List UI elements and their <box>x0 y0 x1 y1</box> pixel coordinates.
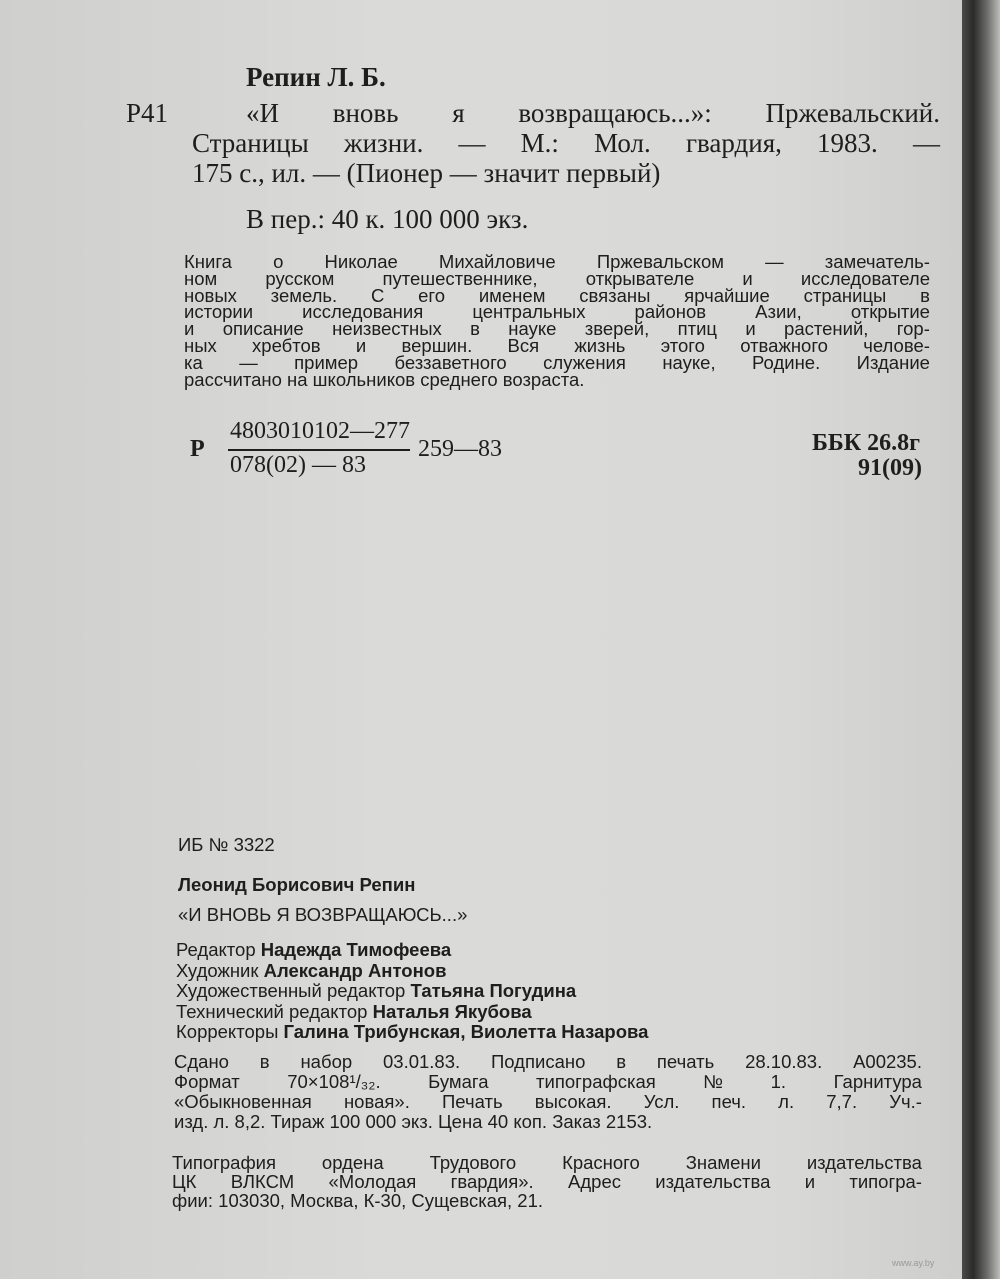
word: науке, <box>662 351 716 373</box>
title-word: Мол. <box>594 128 651 158</box>
word: типографская <box>536 1071 656 1092</box>
typography-line: фии: 103030, Москва, К-30, Сущевская, 21. <box>172 1190 544 1211</box>
title-line-2 <box>192 128 940 159</box>
word: этого <box>660 334 705 356</box>
annotation <box>184 251 930 390</box>
word: новая». <box>343 1091 410 1112</box>
credit-name: Татьяна Погудина <box>410 980 577 1001</box>
word: Бумага <box>428 1071 489 1092</box>
bbk-code: ББК 26.8г <box>812 430 921 456</box>
credit-name: Александр Антонов <box>263 959 447 981</box>
watermark: www.ay.by <box>892 1258 935 1268</box>
word: — <box>239 351 258 373</box>
word: Пржевальском <box>596 251 724 272</box>
annotation-line: рассчитано на школьников среднего возраста. <box>184 368 585 390</box>
word: Подписано <box>491 1051 586 1072</box>
word: птиц <box>677 318 717 340</box>
word: Вся <box>507 334 540 356</box>
word: издательства <box>806 1152 922 1173</box>
word: Трудового <box>429 1152 517 1173</box>
word: истории <box>184 301 254 323</box>
word: именем <box>478 284 546 306</box>
word: в <box>616 1051 627 1072</box>
title-line-3: 175 с., ил. — (Пионер — значит первый) <box>192 158 661 188</box>
word: ярчайшие <box>684 284 770 306</box>
word: издательства <box>655 1171 771 1192</box>
word: 7,7. <box>826 1091 858 1112</box>
word: 1. <box>770 1071 787 1092</box>
word: и <box>745 318 756 340</box>
word: Михайловиче <box>438 251 556 272</box>
word: Печать <box>441 1091 503 1112</box>
word: набор <box>300 1051 353 1072</box>
word: 70×108¹/₃₂. <box>287 1071 381 1092</box>
title-word: гвардия, <box>685 128 782 158</box>
credit-line <box>176 940 648 961</box>
word: Адрес <box>568 1171 621 1192</box>
word: путешественнике, <box>382 267 538 289</box>
credit-role: Корректоры <box>176 1021 279 1042</box>
classification-suffix: 259—83 <box>418 436 502 462</box>
word: ных <box>184 334 217 356</box>
word: печать <box>656 1051 715 1072</box>
word: л. <box>778 1091 795 1112</box>
word: описание <box>222 318 304 340</box>
credit-name: Наталья Якубова <box>372 1000 532 1022</box>
word: и <box>804 1171 816 1192</box>
book-spine <box>962 0 1000 1279</box>
title-word: я <box>452 98 465 128</box>
word: открывателе <box>585 267 695 289</box>
library-cipher: Р41 <box>126 98 169 128</box>
word: вершин. <box>401 334 473 356</box>
word: ном <box>184 267 218 289</box>
fraction-bar <box>228 449 410 451</box>
word: Красного <box>562 1152 640 1173</box>
credit-role: Художественный редактор <box>176 980 406 1001</box>
word: С <box>370 284 385 306</box>
print-details <box>174 1052 922 1132</box>
word: Николае <box>324 251 398 272</box>
title-line-1 <box>246 98 940 129</box>
word: исследователе <box>800 267 930 289</box>
word: беззаветного <box>394 351 507 373</box>
word: русском <box>265 267 335 289</box>
print-line <box>174 1092 922 1112</box>
word: и <box>355 334 367 356</box>
credit-name: Надежда Тимофеева <box>260 939 452 960</box>
word: 03.01.83. <box>383 1051 461 1072</box>
word: хребтов <box>252 334 321 356</box>
author-heading: Репин Л. Б. <box>246 62 386 92</box>
word: в <box>920 284 930 306</box>
credit-role: Технический редактор <box>176 1000 368 1022</box>
word: Книга <box>184 251 232 272</box>
title-word: Страницы <box>192 128 309 158</box>
word: центральных <box>472 301 586 323</box>
word: неизвестных <box>332 318 442 340</box>
credit-role: Художник <box>176 959 259 981</box>
word: — <box>765 251 784 272</box>
word: земель. <box>270 284 338 306</box>
title-word: Пржевальский. <box>765 98 940 128</box>
word: «Обыкновенная <box>174 1091 312 1112</box>
word: и <box>184 318 195 340</box>
bbk-subcode: 91(09) <box>858 455 922 481</box>
word: страницы <box>803 284 887 306</box>
word: исследования <box>302 301 424 323</box>
typography-details <box>172 1153 922 1210</box>
word: челове- <box>863 334 930 356</box>
word: районов <box>634 301 707 323</box>
word: Сдано <box>174 1051 229 1072</box>
word: Азии, <box>755 301 802 323</box>
classification-numerator: 4803010102—277 <box>230 418 410 444</box>
word: новых <box>184 284 237 306</box>
price-run: В пер.: 40 к. 100 000 экз. <box>246 204 529 234</box>
word: зверей, <box>584 318 650 340</box>
word: и <box>742 267 753 289</box>
word: Типография <box>172 1152 277 1173</box>
word: служения <box>543 351 626 373</box>
typography-line <box>172 1153 922 1172</box>
word: Знамени <box>685 1152 761 1173</box>
word: № <box>703 1071 724 1092</box>
word: Уч.- <box>889 1091 922 1112</box>
word: растений, <box>784 318 869 340</box>
word: ордена <box>321 1152 384 1173</box>
word: в <box>259 1051 270 1072</box>
word: 28.10.83. <box>745 1051 823 1072</box>
word: типогра- <box>849 1171 922 1192</box>
credit-name: Галина Трибунская, Виолетта Назарова <box>283 1021 649 1042</box>
title-word: жизни. <box>343 128 424 158</box>
title-word: вновь <box>332 98 399 128</box>
title-word: возвращаюсь...»: <box>518 98 712 128</box>
credits <box>176 940 648 1043</box>
word: жизнь <box>574 334 626 356</box>
word: ЦК <box>172 1171 197 1192</box>
title-caps: «И ВНОВЬ Я ВОЗВРАЩАЮСЬ...» <box>178 904 468 925</box>
word: о <box>273 251 284 272</box>
print-line <box>174 1072 922 1092</box>
classification-letter: Р <box>190 436 205 462</box>
word: гвардия». <box>450 1171 534 1192</box>
title-word: — <box>912 128 940 158</box>
word: пример <box>294 351 359 373</box>
print-line: изд. л. 8,2. Тираж 100 000 экз. Цена 40 коп. Заказ 2153. <box>174 1111 653 1132</box>
title-word: — <box>458 128 486 158</box>
word: науке <box>508 318 557 340</box>
author-full-name: Леонид Борисович Репин <box>178 874 416 895</box>
word: связаны <box>579 284 651 306</box>
word: гор- <box>896 318 930 340</box>
classification-denominator: 078(02) — 83 <box>230 452 366 478</box>
word: Формат <box>174 1071 240 1092</box>
word: в <box>470 318 480 340</box>
word: открытие <box>850 301 930 323</box>
word: «Молодая <box>328 1171 417 1192</box>
credit-line <box>176 1002 648 1023</box>
credit-role: Редактор <box>176 939 256 960</box>
credit-line <box>176 981 648 1002</box>
word: печ. <box>711 1091 747 1112</box>
typography-line <box>172 1172 922 1191</box>
word: отважного <box>740 334 828 356</box>
word: А00235. <box>853 1051 922 1072</box>
word: Усл. <box>643 1091 680 1112</box>
word: ка <box>184 351 203 373</box>
word: Гарнитура <box>833 1071 922 1092</box>
credit-line <box>176 1022 648 1043</box>
title-word: М.: <box>520 128 559 158</box>
word: его <box>418 284 446 306</box>
credit-line <box>176 961 648 982</box>
word: Издание <box>856 351 930 373</box>
word: высокая. <box>534 1091 612 1112</box>
word: замечатель- <box>824 251 930 272</box>
title-word: «И <box>246 98 279 128</box>
ib-number: ИБ № 3322 <box>178 834 275 855</box>
word: ВЛКСМ <box>230 1171 295 1192</box>
title-word: 1983. <box>817 128 878 158</box>
word: Родине. <box>752 351 821 373</box>
print-line <box>174 1052 922 1072</box>
